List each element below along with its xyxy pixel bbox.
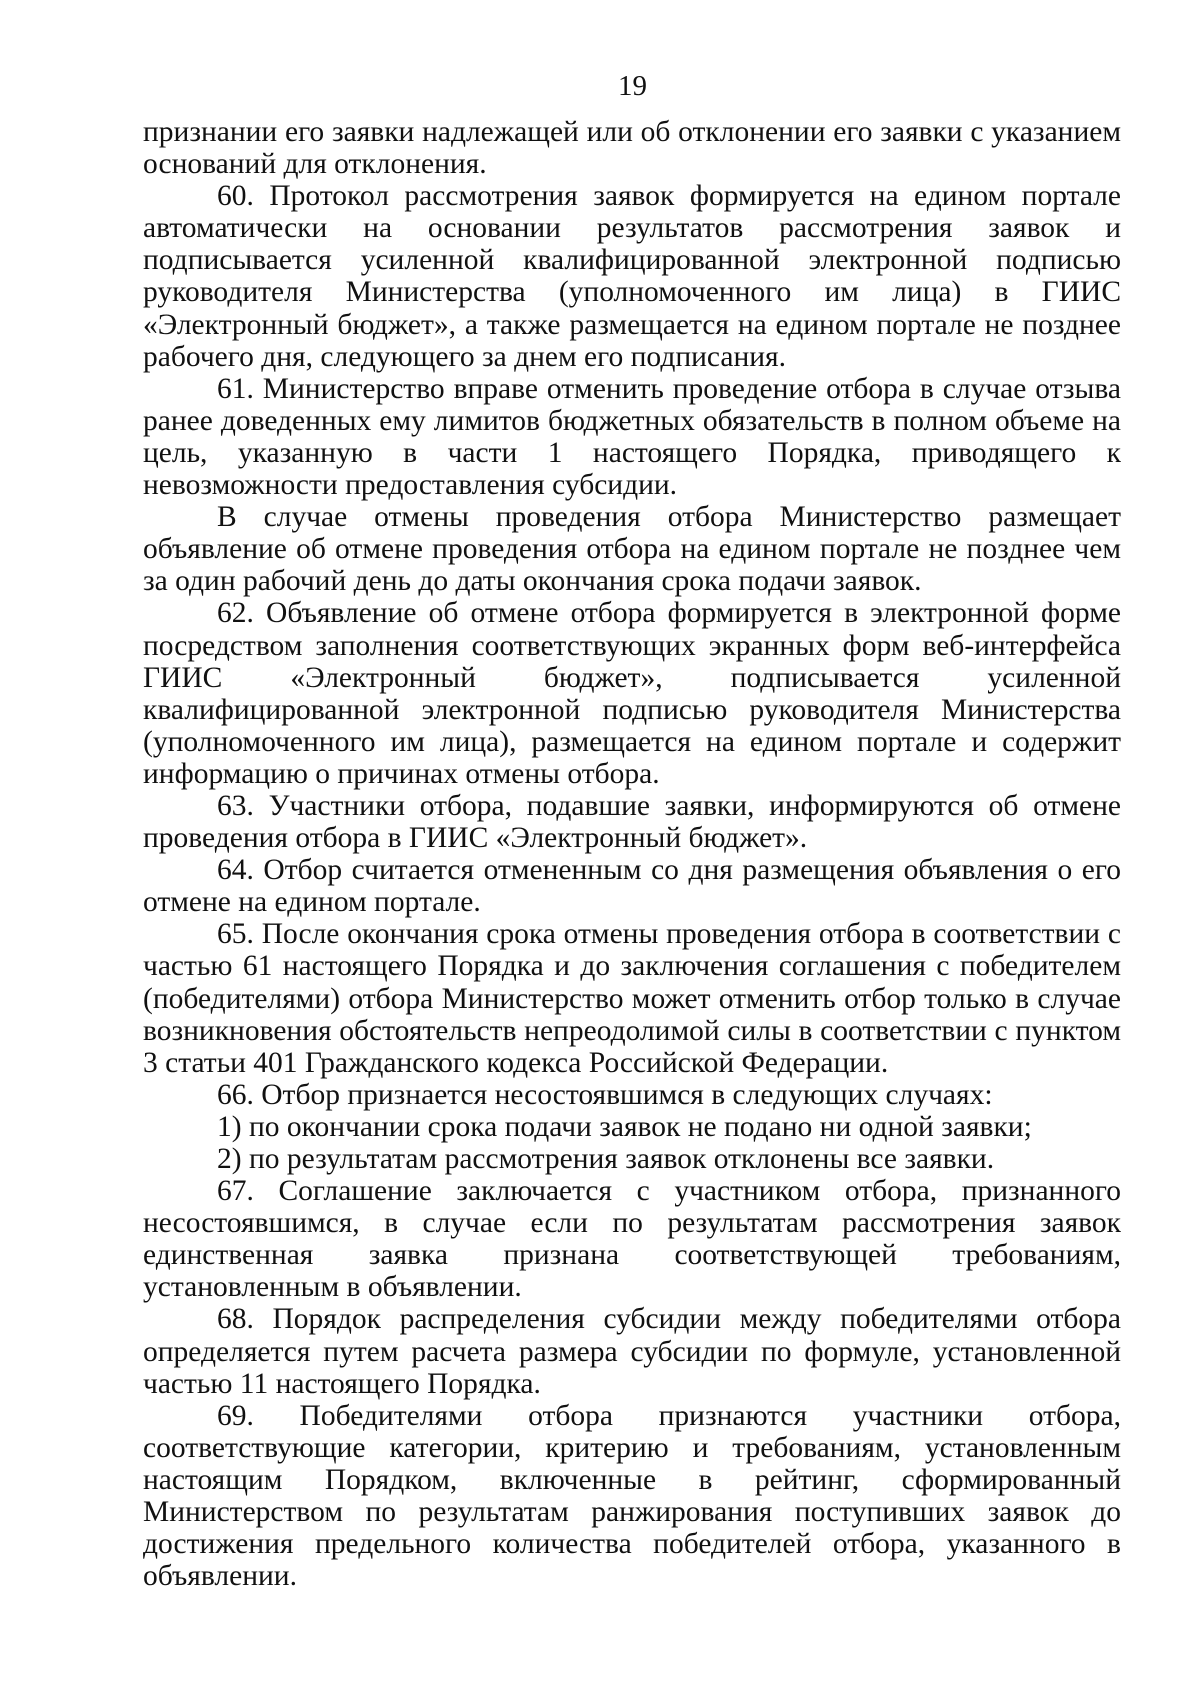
paragraph-63: 63. Участники отбора, подавшие заявки, информируются об отмене проведения отбора в ГИИС «Электронный бюджет». [143,789,1121,855]
paragraph-65: 65. После окончания срока отмены проведения отбора в соответствии с частью 61 настоящего Порядка и до заключения соглашения с победителем (победителями) отбора Министерство может отменить отбор только в случае возникновения обстоятельств непреодолимой силы в соответствии с пунктом 3 статьи 401 Гражданского кодекса Российской Федерации. [143,918,1121,1079]
paragraph-69: 69. Победителями отбора признаются участники отбора, соответствующие категории, критерию и требованиям, установленным настоящим Порядком, включенные в рейтинг, сформированный Министерством по результатам ранжирования поступивших заявок до достижения предельного количества победителей отбора, указанного в объявлении. [143,1399,1121,1593]
paragraph-61: 61. Министерство вправе отменить проведение отбора в случае отзыва ранее доведенных ему лимитов бюджетных обязательств в полном объеме на цель, указанную в части 1 настоящего Порядка, приводящего к невозможности предоставления субсидии. [143,372,1121,502]
paragraph-68: 68. Порядок распределения субсидии между победителями отбора определяется путем расчета размера субсидии по формуле, установленной частью 11 настоящего Порядка. [143,1303,1121,1400]
paragraph-61-cancellation-notice: В случае отмены проведения отбора Министерство размещает объявление об отмене проведения отбора на едином портале не позднее чем за один рабочий день до даты окончания срока подачи заявок. [143,501,1121,598]
page-number: 19 [618,70,647,102]
paragraph-67: 67. Соглашение заключается с участником отбора, признанного несостоявшимся, в случае если по результатам рассмотрения заявок единственная заявка признана соответствующей требованиям, установленным в объявлении. [143,1175,1121,1304]
paragraph-60: 60. Протокол рассмотрения заявок формируется на едином портале автоматически на основании результатов рассмотрения заявок и подписывается усиленной квалифицированной электронной подписью руководителя Министерства (уполномоченного им лица) в ГИИС «Электронный бюджет», а также размещается на едином портале не позднее рабочего дня, следующего за днем его подписания. [143,180,1121,373]
paragraph-continuation: признании его заявки надлежащей или об отклонении его заявки с указанием оснований для отклонения. [143,116,1121,181]
paragraph-66-item-2: 2) по результатам рассмотрения заявок отклонены все заявки. [217,1143,995,1175]
document-body [143,116,1121,1592]
paragraph-66-item-1: 1) по окончании срока подачи заявок не подано ни одной заявки; [217,1110,1032,1143]
paragraph-66: 66. Отбор признается несостоявшимся в следующих случаях: [217,1078,993,1111]
paragraph-64: 64. Отбор считается отмененным со дня размещения объявления о его отмене на едином портале. [143,854,1121,919]
paragraph-62: 62. Объявление об отмене отбора формируется в электронной форме посредством заполнения соответствующих экранных форм веб-интерфейса ГИИС «Электронный бюджет», подписывается усиленной квалифицированной электронной подписью руководителя Министерства (уполномоченного им лица), размещается на едином портале и содержит информацию о причинах отмены отбора. [143,597,1121,790]
